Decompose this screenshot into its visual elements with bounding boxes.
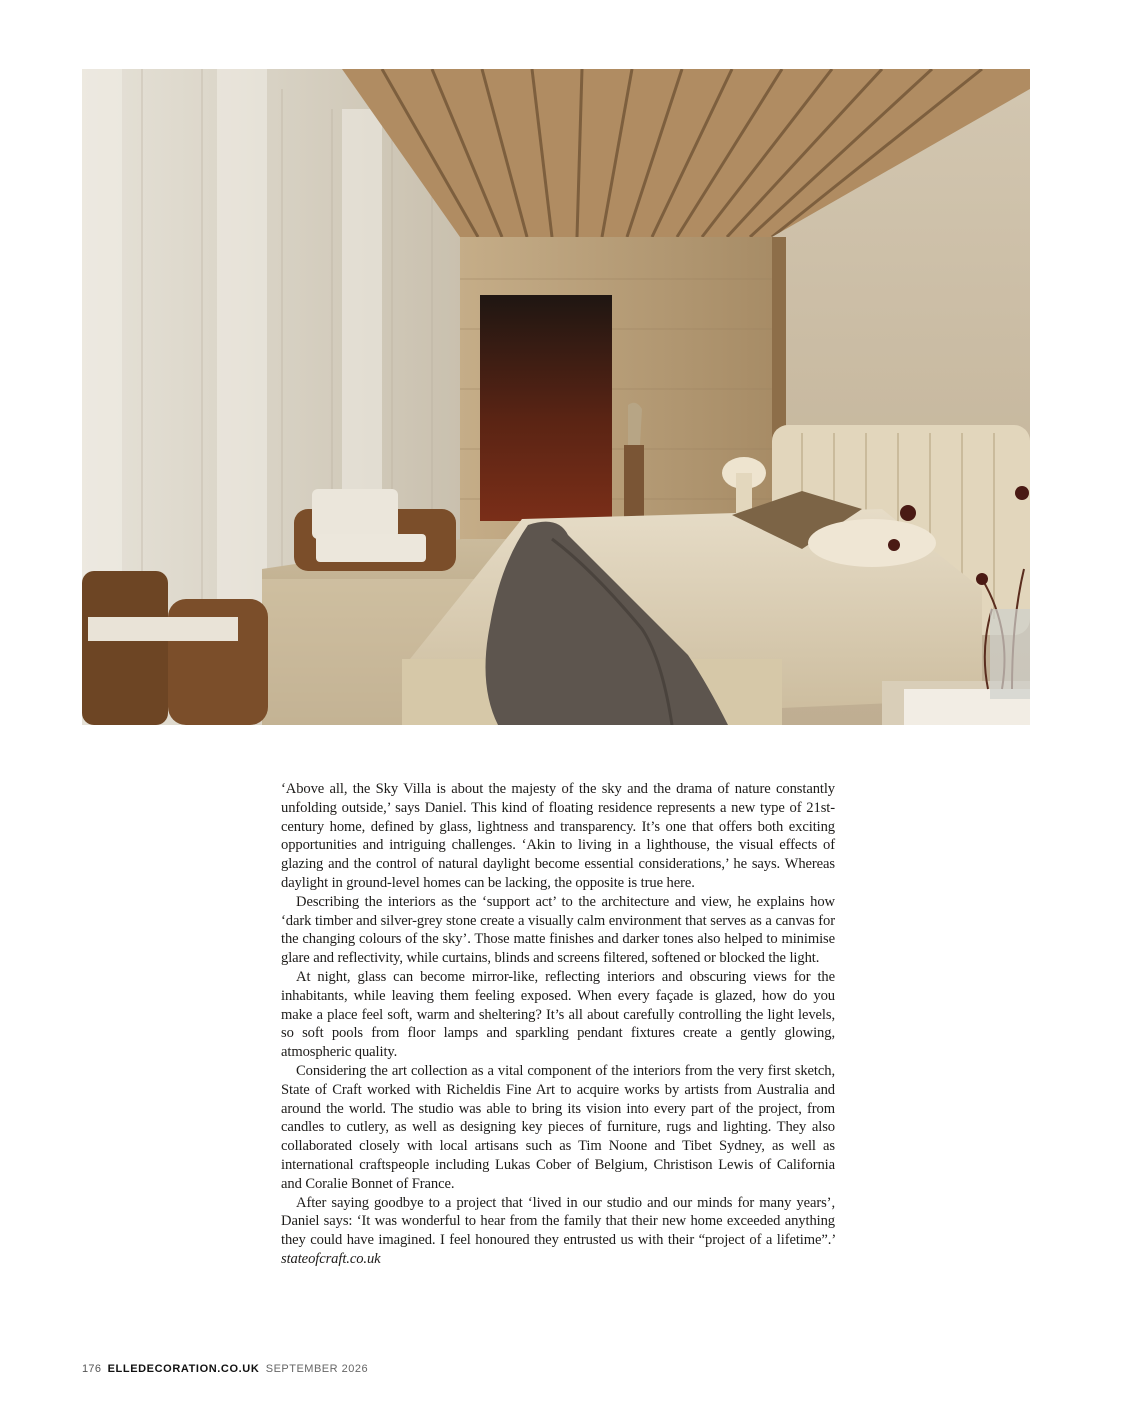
issue-date: SEPTEMBER 2026 <box>265 1363 369 1375</box>
paragraph-1: ‘Above all, the Sky Villa is about the majesty of the sky and the drama of nature constantly unfolding outside,’ says Daniel. This kind of floating residence represents a new type of 21st-century home, defined by glass, lightness and transparency. It’s one that offers both exciting opportunities and intriguing challenges. ‘Akin to living in a lighthouse, the visual effects of glazing and the control of natural daylight become essential considerations,’ he says. Whereas daylight in ground-level homes can be lacking, the opposite is true here. <box>281 781 835 891</box>
paragraph-2: Describing the interiors as the ‘support act’ to the architecture and view, he explains how ‘dark timber and silver-grey stone create a visually calm environment that serves as a canvas for the changing colours of the sky’. Those matte finishes and darker tones also helped to minimise glare and reflectivity, while curtains, blinds and screens filtered, softened or blocked the light. <box>281 893 835 967</box>
paragraph-4: Considering the art collection as a vital component of the interiors from the very first sketch, State of Craft worked with Richeldis Fine Art to acquire works by artists from Australia and around the world. The studio was able to bring its vision into every part of the project, from candles to cutlery, as well as designing key pieces of furniture, rugs and lighting. They also collaborated closely with local artisans such as Tim Noone and Tibet Sydney, as well as international craftspeople including Lukas Cober of Belgium, Christison Lewis of California and Coralie Bonnet of France. <box>281 1062 835 1192</box>
page-number: 176 <box>82 1363 102 1375</box>
bedroom-photo <box>82 69 1030 725</box>
paragraph-3: At night, glass can become mirror-like, reflecting interiors and obscuring views for the inhabitants, while leaving them feeling exposed. When every façade is glazed, how do you make a place feel soft, warm and sheltering? It’s all about carefully controlling the light levels, so soft pools from floor lamps and sparkling pendant fixtures create a gently glowing, atmospheric quality. <box>281 968 835 1061</box>
page-footer <box>82 1363 368 1375</box>
magazine-site: ELLEDECORATION.CO.UK <box>107 1363 260 1375</box>
article-body <box>281 780 835 1269</box>
paragraph-5 <box>281 1194 835 1269</box>
paragraph-5-text: After saying goodbye to a project that ‘lived in our studio and our minds for many years’, Daniel says: ‘It was wonderful to hear from the family that their new home exceeded anything they could have imagined. I feel honoured they entrusted us with their “project of a lifetime”.’ <box>281 1194 835 1249</box>
website-credit: stateofcraft.co.uk <box>281 1250 381 1267</box>
bedroom-illustration <box>82 69 1030 725</box>
